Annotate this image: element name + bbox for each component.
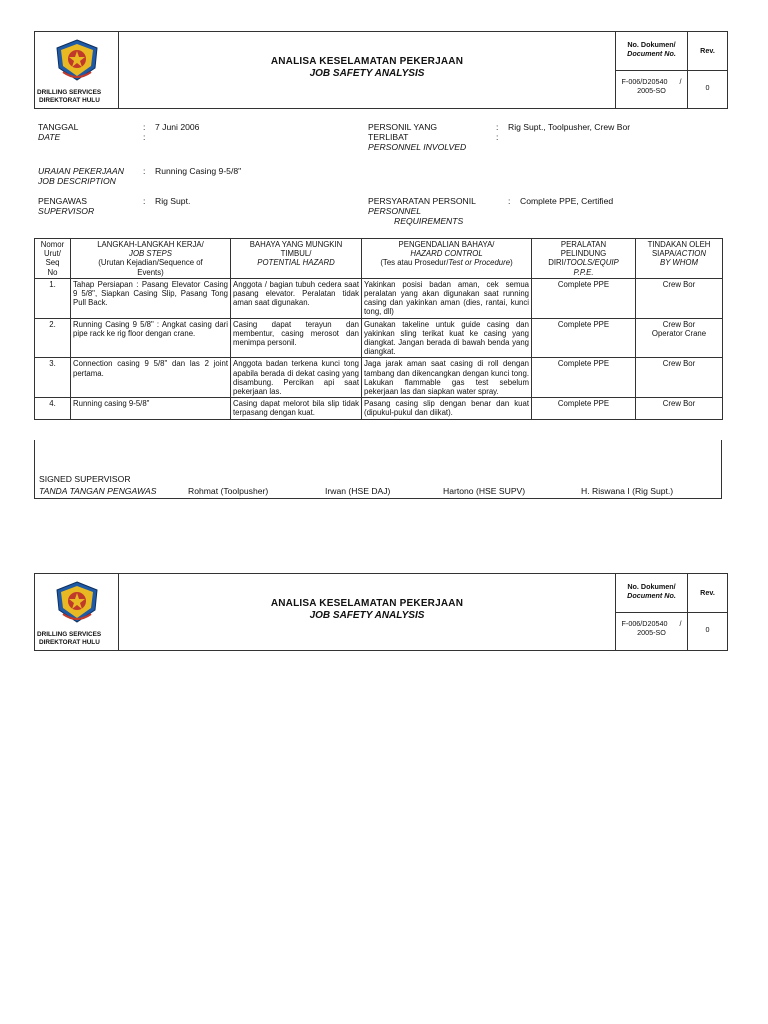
signer-name: Rohmat (Toolpusher) [188,486,269,496]
signature-box [34,440,722,499]
row-seq: 1. [35,278,71,318]
jsa-table [34,238,723,420]
company-logo-icon [53,38,101,82]
row-control: Jaga jarak aman saat casing di roll dengan tambang dan dikencangkan dengan kunci tong. Lakukan flammable gas test sebelum pekerjaan las dan siapkan water spray. [362,358,532,398]
col-header-hazard-control: PENGENDALIAN BAHAYA/ HAZARD CONTROL (Tes atau Prosedur/Test or Procedure) [362,239,532,279]
row-ppe: Complete PPE [532,318,636,358]
row-control: Gunakan takeline untuk guide casing dan yakinkan sling terikat kuat ke casing yang diangkat. Jangan berada di bawah benda yang diangkat. [362,318,532,358]
personil-colon: : : [496,122,499,142]
col-header-ppe: PERALATAN PELINDUNG DIRI/TOOLS/EQUIP P.P.E. [532,239,636,279]
org-name: DRILLING SERVICES DIREKTORAT HULU [37,89,102,104]
row-step: Running casing 9-5/8" [71,398,231,419]
row-step: Running Casing 9 5/8" : Angkat casing dari pipe rack ke rig floor dengan crane. [71,318,231,358]
row-seq: 4. [35,398,71,419]
col-header-action-by: TINDAKAN OLEH SIAPA/ACTION BY WHOM [636,239,723,279]
row-action-by: Crew Bor Operator Crane [636,318,723,358]
persyaratan-label: PERSYARATAN PERSONIL PERSONNEL REQUIREMENTS [368,196,476,226]
signed-supervisor-label-id: TANDA TANGAN PENGAWAS [39,486,157,496]
table-row [35,278,723,318]
company-logo-icon [53,580,101,624]
pengawas-colon: : [143,196,146,206]
row-step: Connection casing 9 5/8" dan las 2 joint pertama. [71,358,231,398]
row-ppe: Complete PPE [532,398,636,419]
uraian-value: Running Casing 9-5/8" [155,166,242,176]
pengawas-value: Rig Supt. [155,196,191,206]
document-header [34,31,728,109]
tanggal-colon: : : [143,122,146,142]
title-en: JOB SAFETY ANALYSIS [309,68,425,79]
title-en: JOB SAFETY ANALYSIS [309,610,425,621]
signed-supervisor-label: SIGNED SUPERVISOR [39,474,131,484]
document-title [119,574,615,650]
logo-cell [35,574,119,650]
title-id: ANALISA KESELAMATAN PEKERJAAN [270,598,464,609]
row-ppe: Complete PPE [532,278,636,318]
revision-cell: Rev. 0 [687,32,727,108]
row-ppe: Complete PPE [532,358,636,398]
uraian-label: URAIAN PEKERJAAN JOB DESCRIPTION [38,166,124,186]
document-header-page-2 [34,573,728,651]
row-seq: 2. [35,318,71,358]
table-header-row [35,239,723,279]
persyaratan-value: Complete PPE, Certified [520,196,614,206]
table-row [35,398,723,419]
row-step: Tahap Persiapan : Pasang Elevator Casing 9 5/8", Siapkan Casing Slip, Pasang Tong Pull Back. [71,278,231,318]
table-row [35,318,723,358]
table-row [35,358,723,398]
col-header-potential-hazard: BAHAYA YANG MUNGKIN TIMBUL/ POTENTIAL HAZARD [231,239,362,279]
tanggal-label: TANGGAL DATE [38,122,79,142]
document-title [119,32,615,108]
signer-name: H. Riswana I (Rig Supt.) [581,486,674,496]
logo-cell [35,32,119,108]
row-hazard: Casing dapat melorot bila slip tidak terpasang dengan kuat. [231,398,362,419]
uraian-colon: : [143,166,146,176]
row-hazard: Anggota badan terkena kunci tong apabila berada di dekat casing yang disambung. Percikan api saat pekerjaan las. [231,358,362,398]
row-action-by: Crew Bor [636,398,723,419]
pengawas-label: PENGAWAS SUPERVISOR [38,196,95,216]
row-hazard: Casing dapat terayun dan membentur, casing merosot dan menimpa personil. [231,318,362,358]
row-seq: 3. [35,358,71,398]
title-id: ANALISA KESELAMATAN PEKERJAAN [270,56,464,67]
col-header-seq: Nomor Urut/ Seq No [35,239,71,279]
row-control: Pasang casing slip dengan benar dan kuat (dipukul-pukul dan diikat). [362,398,532,419]
document-number-cell: No. Dokumen/ Document No. F-006/D20540 / 2005-SO [615,32,687,108]
org-name: DRILLING SERVICES DIREKTORAT HULU [37,631,102,646]
revision-cell: Rev. 0 [687,574,727,650]
signer-name: Irwan (HSE DAJ) [325,486,391,496]
row-hazard: Anggota / bagian tubuh cedera saat pasang elevator. Peralatan tidak aman saat digunakan. [231,278,362,318]
tanggal-value: 7 Juni 2006 [155,122,200,132]
row-action-by: Crew Bor [636,278,723,318]
row-control: Yakinkan posisi badan aman, cek semua peralatan yang akan digunakan saat running casing dan yakinkan aman (dies, rantai, kunci tong, dll) [362,278,532,318]
personil-value: Rig Supt., Toolpusher, Crew Bor [508,122,631,132]
row-action-by: Crew Bor [636,358,723,398]
persyaratan-colon: : [508,196,511,206]
personil-label: PERSONIL YANG TERLIBAT PERSONNEL INVOLVED [368,122,467,152]
signer-name: Hartono (HSE SUPV) [443,486,526,496]
document-number-cell: No. Dokumen/ Document No. F-006/D20540 / 2005-SO [615,574,687,650]
col-header-job-steps: LANGKAH-LANGKAH KERJA/ JOB STEPS (Urutan Kejadian/Sequence of Events) [71,239,231,279]
